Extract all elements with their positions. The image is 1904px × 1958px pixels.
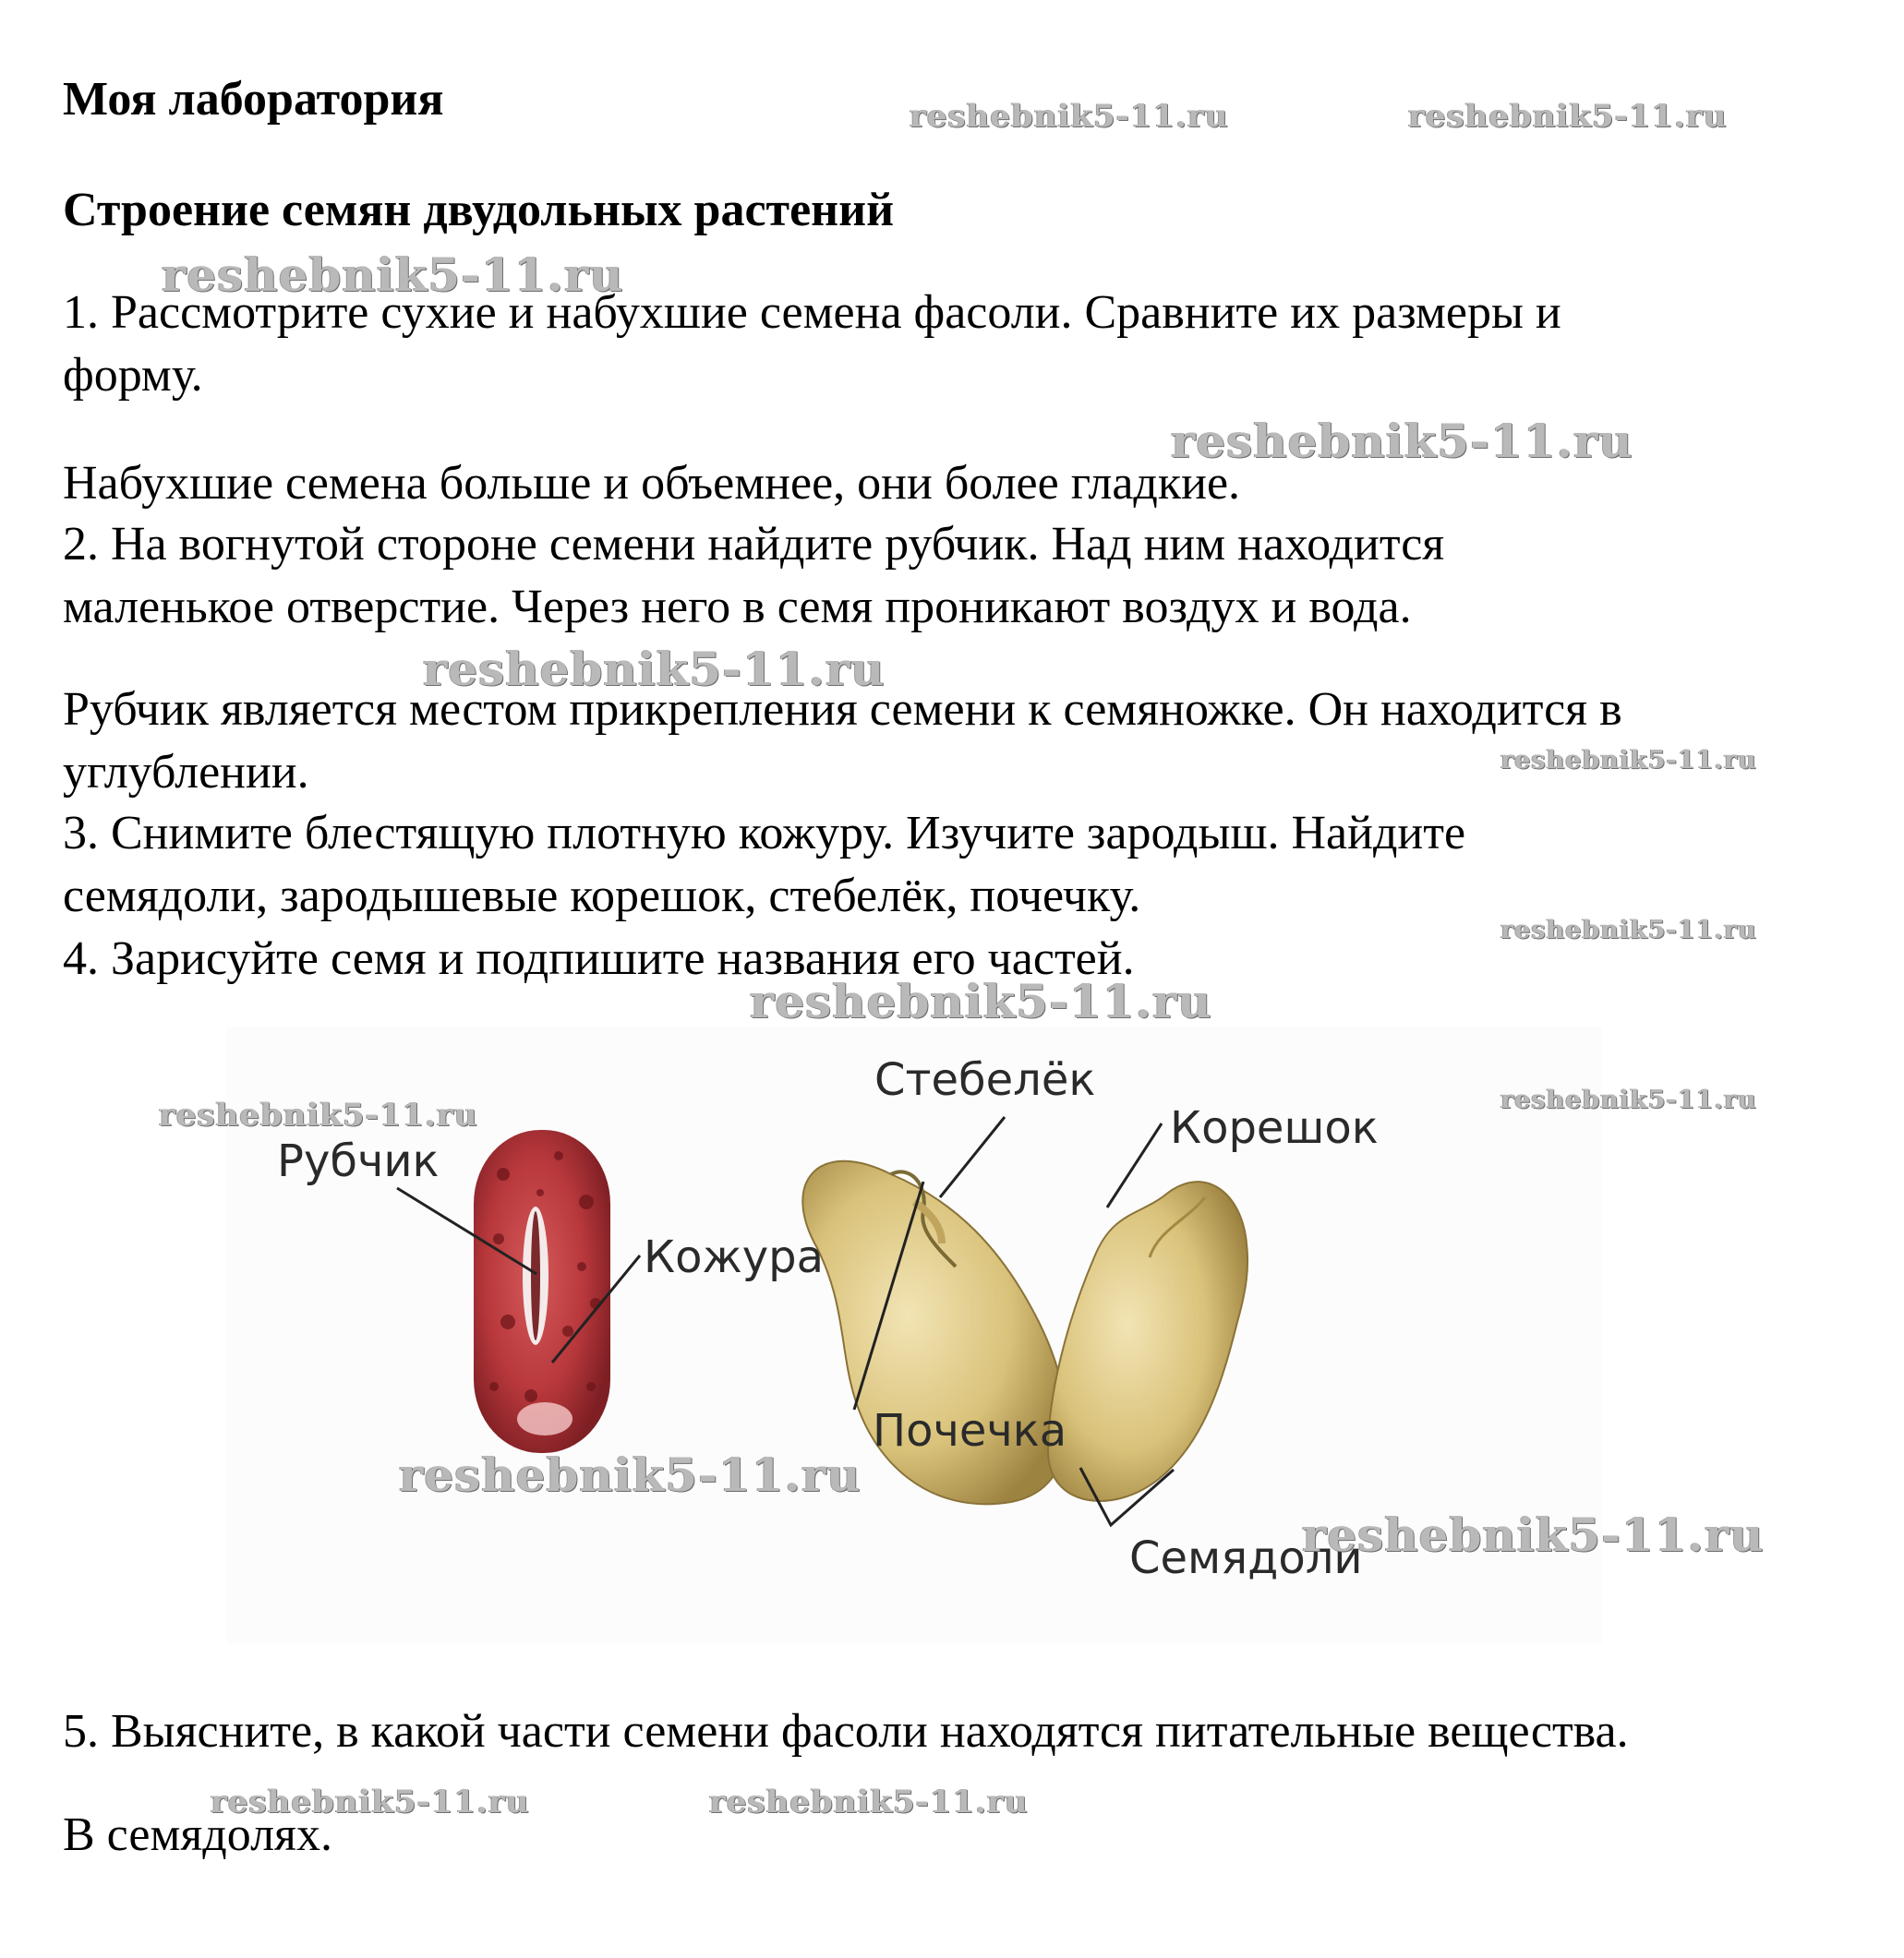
label-seed-coat: Кожура — [644, 1231, 824, 1283]
cotyledon-right — [1048, 1182, 1247, 1501]
watermark: reshebnik5-11.ru — [399, 1447, 862, 1502]
task-1-line-1: 1. Рассмотрите сухие и набухшие семена фасоли. Сравните их размеры и — [63, 286, 1561, 339]
task-3-line-1: 3. Снимите блестящую плотную кожуру. Изучите зародыш. Найдите — [63, 807, 1466, 859]
answer-5: В семядолях. — [63, 1808, 332, 1861]
watermark: reshebnik5-11.ru — [211, 1784, 530, 1820]
watermark: reshebnik5-11.ru — [1408, 98, 1728, 135]
section-title: Строение семян двудольных растений — [63, 184, 895, 236]
watermark: reshebnik5-11.ru — [159, 1097, 478, 1134]
task-4: 4. Зарисуйте семя и подпишите названия его частей. — [63, 932, 1135, 985]
watermark: reshebnik5-11.ru — [1171, 414, 1633, 468]
answer-2-line-1: Рубчик является местом прикрепления семени к семяножке. Он находится в — [63, 683, 1622, 736]
task-2-line-2: маленькое отверстие. Через него в семя проникают воздух и вода. — [63, 581, 1412, 633]
opened-bean — [802, 1117, 1247, 1525]
task-5: 5. Выясните, в какой части семени фасоли находятся питательные вещества. — [63, 1705, 1629, 1758]
task-1-line-2: форму. — [63, 349, 203, 402]
label-root: Корешок — [1170, 1102, 1379, 1154]
watermark: reshebnik5-11.ru — [910, 98, 1229, 135]
answer-2-line-2: углублении. — [63, 746, 309, 799]
label-stem: Стебелёк — [874, 1054, 1096, 1106]
page-title: Моя лаборатория — [63, 73, 444, 126]
watermark: reshebnik5-11.ru — [1500, 746, 1757, 775]
watermark: reshebnik5-11.ru — [1500, 916, 1757, 944]
watermark: reshebnik5-11.ru — [750, 974, 1212, 1028]
stem-pointer — [940, 1117, 1005, 1197]
watermark: reshebnik5-11.ru — [162, 247, 624, 302]
label-bud: Почечка — [873, 1405, 1067, 1457]
watermark: reshebnik5-11.ru — [709, 1784, 1029, 1820]
answer-1: Набухшие семена больше и объемнее, они более гладкие. — [63, 457, 1241, 510]
task-2-line-1: 2. На вогнутой стороне семени найдите рубчик. Над ним находится — [63, 518, 1445, 571]
watermark: reshebnik5-11.ru — [423, 642, 886, 696]
watermark: reshebnik5-11.ru — [1500, 1086, 1757, 1114]
task-3-line-2: семядоли, зародышевые корешок, стебелёк, почечку. — [63, 870, 1141, 922]
label-hilum: Рубчик — [277, 1135, 440, 1187]
root-pointer — [1107, 1123, 1162, 1207]
label-cotyledons: Семядоли — [1129, 1532, 1363, 1584]
watermark: reshebnik5-11.ru — [1302, 1508, 1765, 1562]
